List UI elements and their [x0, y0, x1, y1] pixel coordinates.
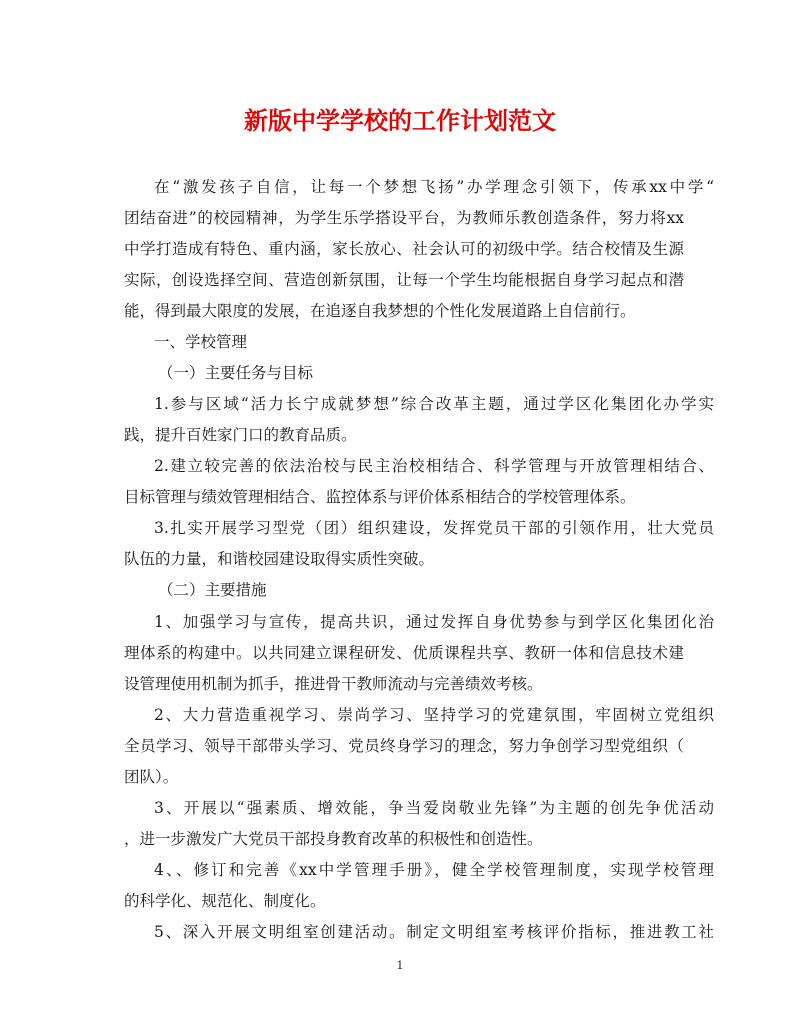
- paragraph-line: 的科学化、规范化、制度化。: [124, 892, 326, 910]
- paragraph-line: 1.参与区域“活力长宁成就梦想”综合改革主题，通过学区化集团化办学实: [154, 395, 714, 413]
- paragraph-line: ，进一步激发广大党员干部投身教育改革的积极性和创造性。: [124, 830, 543, 848]
- document-title: 新版中学学校的工作计划范文: [244, 106, 556, 135]
- paragraph-line: 中学打造成有特色、重内涵，家长放心、社会认可的初级中学。结合校情及生源: [124, 240, 684, 258]
- subsection-heading: （二）主要措施: [158, 581, 267, 599]
- paragraph-line: 能，得到最大限度的发展，在追逐自我梦想的个性化发展道路上自信前行。: [124, 302, 636, 320]
- paragraph-line: 5、深入开展文明组室创建活动。制定文明组室考核评价指标，推进教工社: [154, 923, 714, 941]
- paragraph-line: 4、、修订和完善《xx中学管理手册》，健全学校管理制度，实现学校管理: [154, 861, 714, 879]
- paragraph-line: 2.建立较完善的依法治校与民主治校相结合、科学管理与开放管理相结合、: [154, 457, 714, 475]
- paragraph-line: 目标管理与绩效管理相结合、监控体系与评价体系相结合的学校管理体系。: [124, 488, 636, 506]
- paragraph-line: 1、加强学习与宣传，提高共识，通过发挥自身优势参与到学区化集团化治: [154, 613, 714, 631]
- subsection-heading: （一）主要任务与目标: [158, 364, 314, 382]
- section-heading: 一、学校管理: [154, 333, 248, 351]
- paragraph-line: 设管理使用机制为抓手，推进骨干教师流动与完善绩效考核。: [124, 675, 543, 693]
- paragraph-line: 3.扎实开展学习型党（团）组织建设，发挥党员干部的引领作用，壮大党员: [154, 519, 714, 537]
- paragraph-line: 队伍的力量，和谐校园建设取得实质性突破。: [124, 550, 435, 568]
- paragraph-line: 践，提升百姓家门口的教育品质。: [124, 426, 357, 444]
- paragraph-line: 3、开展以“强素质、增效能，争当爱岗敬业先锋”为主题的创先争优活动: [154, 799, 714, 817]
- paragraph-line: 全员学习、领导干部带头学习、党员终身学习的理念，努力争创学习型党组织（: [124, 737, 684, 755]
- page-number: 1: [396, 959, 404, 972]
- paragraph-line: 理体系的构建中。以共同建立课程研发、优质课程共享、教研一体和信息技术建: [124, 644, 684, 662]
- paragraph-line: 在“激发孩子自信，让每一个梦想飞扬”办学理念引领下，传承xx中学“: [154, 178, 714, 196]
- paragraph-line: 2、大力营造重视学习、崇尚学习、坚持学习的党建氛围，牢固树立党组织: [154, 706, 714, 724]
- paragraph-line: 团结奋进”的校园精神，为学生乐学搭设平台，为教师乐教创造条件，努力将xx: [124, 209, 684, 227]
- paragraph-line: 团队）。: [124, 768, 179, 786]
- paragraph-line: 实际，创设选择空间、营造创新氛围，让每一个学生均能根据自身学习起点和潜: [124, 271, 684, 289]
